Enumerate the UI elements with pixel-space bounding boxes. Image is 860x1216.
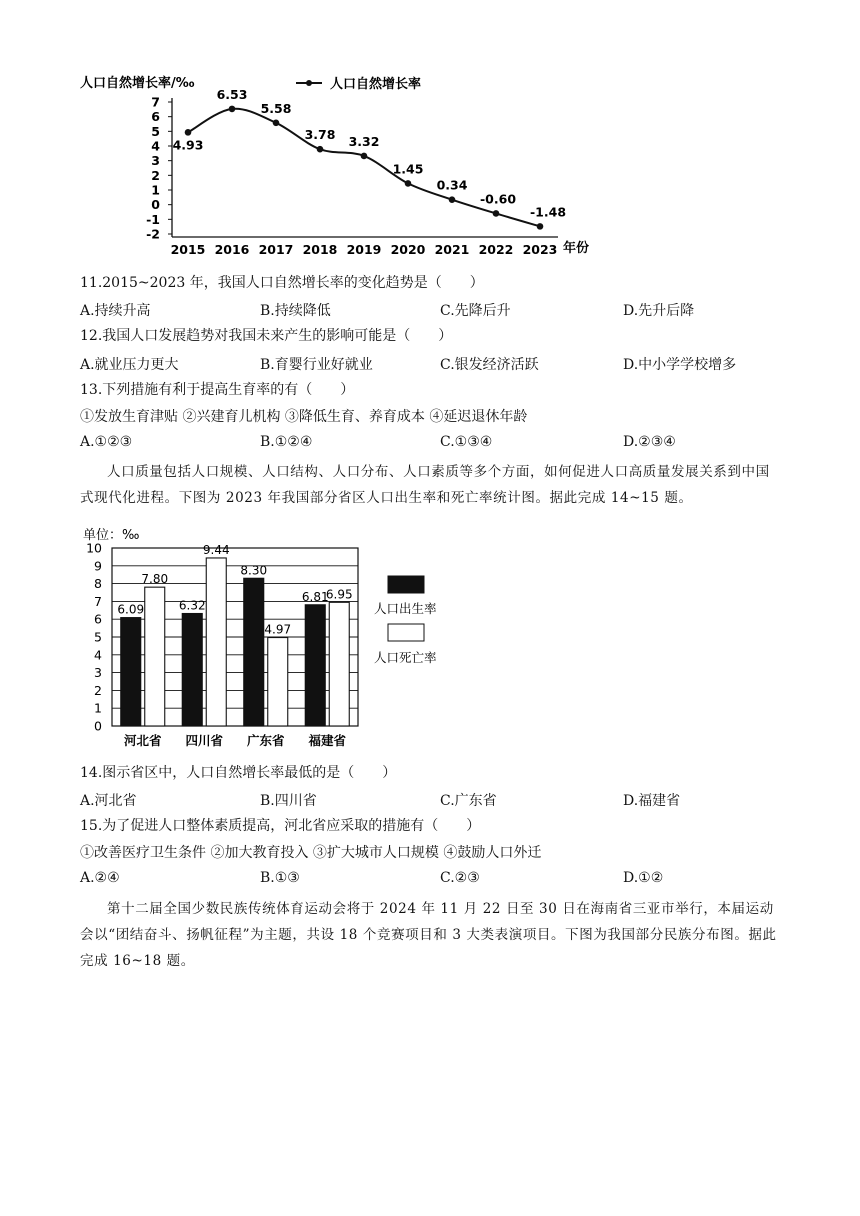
legend-birth-rate-label: 人口出生率 [374, 601, 437, 616]
bar-death-rate [145, 587, 165, 726]
bar-value-label: 9.44 [202, 542, 230, 557]
bar-value-label: 6.09 [117, 602, 145, 617]
q11-option-b[interactable]: B.持续降低 [260, 303, 331, 319]
x-category-label: 福建省 [308, 733, 347, 748]
y-tick-label: 1 [151, 182, 160, 198]
data-point [537, 223, 544, 230]
bar-value-label: 7.80 [141, 572, 169, 587]
x-tick-label: 2016 [214, 242, 250, 257]
q11-option-a[interactable]: A.持续升高 [80, 303, 151, 319]
x-category-label: 河北省 [123, 733, 162, 748]
y-tick-label: 2 [94, 682, 102, 698]
paragraph-16-18-text: 第十二届全国少数民族传统体育运动会将于 2024 年 11 月 22 日至 30 日在海南省三亚市举行，本届运动会以“团结奋斗、扬帆征程”为主题，共设 18 个竞赛项目和 3 大类表演项目。下图为我国部分民族分布图。据此完成 16~18 题。 [80, 901, 777, 969]
data-point [449, 196, 456, 203]
data-point [493, 210, 500, 217]
q13-stem: 13.下列措施有利于提高生育率的有（ ） [80, 382, 355, 398]
x-category-label: 四川省 [185, 733, 224, 748]
q12-option-a[interactable]: A.就业压力更大 [80, 357, 179, 373]
q15-stem: 15.为了促进人口整体素质提高，河北省应采取的措施有（ ） [80, 818, 481, 834]
legend-death-rate-label: 人口死亡率 [374, 650, 437, 665]
data-label: 6.53 [216, 86, 248, 102]
y-tick-label: -1 [146, 211, 160, 227]
data-point [273, 120, 280, 127]
q13-option-d[interactable]: D.②③④ [623, 434, 676, 450]
data-label: 1.45 [392, 161, 424, 177]
x-tick-label: 2019 [346, 242, 382, 257]
q15-option-d[interactable]: D.①② [623, 870, 664, 886]
x-category-label: 广东省 [246, 733, 285, 748]
y-tick-label: 1 [94, 700, 102, 716]
q13-option-c[interactable]: C.①③④ [440, 434, 493, 450]
q13-option-a[interactable]: A.①②③ [80, 434, 133, 450]
y-tick-label: 4 [94, 647, 102, 663]
y-tick-label: 6 [151, 109, 160, 125]
x-tick-label: 2022 [478, 242, 514, 257]
q12-option-c[interactable]: C.银发经济活跃 [440, 357, 539, 373]
line-chart-legend-label: 人口自然增长率 [330, 77, 422, 92]
legend-point-marker [306, 80, 312, 86]
y-tick-label: 9 [94, 558, 102, 574]
data-point [317, 146, 324, 153]
bar-chart-unit-label: 单位：‰ [83, 528, 140, 543]
legend-birth-rate-swatch [388, 576, 424, 593]
x-tick-label: 2015 [170, 242, 206, 257]
bar-value-label: 6.95 [325, 587, 353, 602]
y-tick-label: 10 [86, 540, 102, 556]
q11-stem: 11.2015~2023 年，我国人口自然增长率的变化趋势是（ ） [80, 275, 484, 291]
q12-option-d[interactable]: D.中小学学校增多 [623, 357, 737, 373]
q12-stem: 12.我国人口发展趋势对我国未来产生的影响可能是（ ） [80, 328, 453, 344]
q15-items: ①改善医疗卫生条件 ②加大教育投入 ③扩大城市人口规模 ④鼓励人口外迁 [80, 845, 542, 861]
q15-option-b[interactable]: B.①③ [260, 870, 300, 886]
x-tick-label: 2017 [258, 242, 294, 257]
y-tick-label: 6 [94, 611, 102, 627]
y-tick-label: 2 [151, 167, 160, 183]
bar-death-rate [268, 638, 288, 726]
y-tick-label: 3 [94, 665, 102, 681]
paragraph-14-15-text: 人口质量包括人口规模、人口结构、人口分布、人口素质等多个方面，如何促进人口高质量发展关系到中国式现代化进程。下图为 2023 年我国部分省区人口出生率和死亡率统计图。据此完成 14~15 题。 [80, 464, 770, 506]
y-tick-label: 3 [151, 153, 160, 169]
y-tick-label: 7 [94, 593, 102, 609]
q14-option-a[interactable]: A.河北省 [80, 793, 137, 809]
paragraph-14-15 [80, 459, 780, 511]
x-tick-label: 2023 [522, 242, 558, 257]
bar-chart-legend [374, 576, 437, 665]
line-chart-ylabel: 人口自然增长率/‰ [80, 76, 195, 91]
bar-value-label: 8.30 [240, 563, 268, 578]
line-chart-xlabel: 年份 [563, 241, 590, 256]
line-series-path [188, 109, 540, 227]
data-point [405, 180, 412, 187]
q14-option-c[interactable]: C.广东省 [440, 793, 497, 809]
y-tick-label: 5 [94, 629, 102, 645]
x-tick-label: 2020 [390, 242, 426, 257]
y-tick-label: 0 [151, 197, 160, 213]
y-tick-label: 7 [151, 94, 160, 110]
legend-death-rate-swatch [388, 624, 424, 641]
paragraph-16-18 [80, 896, 780, 974]
data-point [185, 129, 192, 136]
data-label: 5.58 [260, 100, 292, 116]
data-point [361, 153, 368, 160]
bar-value-label: 6.81 [301, 589, 329, 604]
bar-death-rate [329, 602, 349, 726]
q15-option-c[interactable]: C.②③ [440, 870, 480, 886]
bar-birth-rate [305, 605, 325, 726]
data-label: -1.48 [529, 204, 567, 220]
line-chart [70, 70, 630, 265]
q15-option-a[interactable]: A.②④ [80, 870, 120, 886]
q11-option-d[interactable]: D.先升后降 [623, 303, 695, 319]
bar-value-label: 6.32 [178, 598, 206, 613]
y-tick-label: -2 [146, 226, 160, 242]
y-tick-label: 4 [151, 138, 160, 154]
data-label: -0.60 [479, 191, 517, 207]
bar-value-label: 4.97 [264, 622, 292, 637]
q14-stem: 14.图示省区中，人口自然增长率最低的是（ ） [80, 765, 397, 781]
data-label: 3.78 [304, 127, 336, 143]
q13-option-b[interactable]: B.①②④ [260, 434, 313, 450]
bar-birth-rate [121, 618, 141, 726]
data-label: 3.32 [348, 133, 380, 149]
q12-option-b[interactable]: B.育婴行业好就业 [260, 357, 373, 373]
bar-death-rate [206, 558, 226, 726]
q11-option-c[interactable]: C.先降后升 [440, 303, 511, 319]
line-chart-legend [296, 76, 421, 92]
bar-chart [76, 523, 476, 753]
q13-items: ①发放生育津贴 ②兴建育儿机构 ③降低生育、养育成本 ④延迟退休年龄 [80, 409, 528, 425]
bar-birth-rate [182, 614, 202, 726]
q14-option-d[interactable]: D.福建省 [623, 793, 681, 809]
y-tick-label: 8 [94, 576, 102, 592]
data-label: 0.34 [436, 177, 468, 193]
x-tick-label: 2018 [302, 242, 338, 257]
y-tick-label: 5 [151, 123, 160, 139]
q14-option-b[interactable]: B.四川省 [260, 793, 317, 809]
y-tick-label: 0 [94, 718, 102, 734]
data-point [229, 106, 236, 113]
bar-birth-rate [244, 578, 264, 726]
data-label: 4.93 [172, 137, 204, 153]
x-tick-label: 2021 [434, 242, 470, 257]
